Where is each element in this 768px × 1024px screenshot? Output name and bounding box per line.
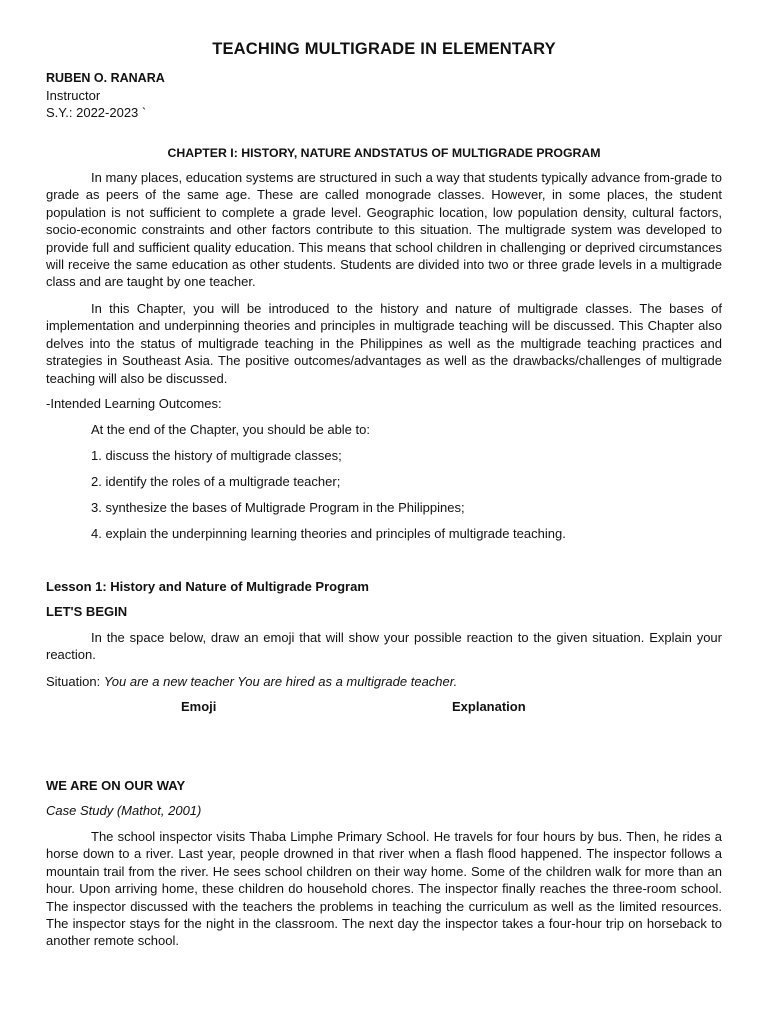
outcome-item: 3. synthesize the bases of Multigrade Program in the Philippines; bbox=[91, 500, 465, 515]
explanation-column-header: Explanation bbox=[452, 699, 526, 714]
situation-text: You are a new teacher You are hired as a multigrade teacher. bbox=[103, 674, 458, 689]
chapter-paragraph-1: In many places, education systems are structured in such a way that students typically advance from-grade to grade as peers of the same age. These are called monograde classes. However, in some places, the student population is not sufficient to complete a grade level. Geographic location, low population density, cultural factors, socio-economic constraints and other factors contribute to this situation. The multigrade system was developed to provide full and sufficient quality education. This means that school children in challenging or deprived circumstances will receive the same education as other students. Students are divided into two or three grade levels in a multigrade class and are taught by one teacher. bbox=[46, 170, 722, 290]
case-paragraph: The school inspector visits Thaba Limphe Primary School. He travels for four hours by bus. Then, he rides a horse down to a river. Last year, people drowned in that river when a flash flood happened. The inspector follows a mountain trail from the river. He sees school children on their way home. Some of the children walk for more than an hour. Upon arriving home, these children do household chores. The inspector finally reaches the three-room school. The inspector discussed with the teachers the problems in teaching the curriculum as well as the limited resources. The inspector stays for the night in the classroom. The next day the inspector takes a four-hour trip on horseback to another remote school. bbox=[46, 829, 722, 949]
lets-begin-heading: LET'S BEGIN bbox=[46, 604, 128, 619]
situation-line bbox=[46, 674, 457, 689]
chapter-paragraph-2: In this Chapter, you will be introduced to the history and nature of multigrade classes. The bases of implementation and underpinning theories and principles in multigrade teaching will be discussed. This Chapter also delves into the status of multigrade teaching in the Philippines as well as the multigrade teaching practices and strategies in Southeast Asia. The positive outcomes/advantages as well as the drawbacks/challenges of multigrade teaching will also be discussed. bbox=[46, 301, 722, 386]
case-subtitle: Case Study (Mathot, 2001) bbox=[46, 803, 202, 818]
situation-label: Situation: bbox=[46, 674, 101, 689]
author-role: Instructor bbox=[46, 88, 101, 103]
document-title: TEACHING MULTIGRADE IN ELEMENTARY bbox=[212, 40, 556, 58]
chapter-heading: CHAPTER I: HISTORY, NATURE ANDSTATUS OF MULTIGRADE PROGRAM bbox=[167, 146, 601, 160]
outcome-item: 1. discuss the history of multigrade classes; bbox=[91, 448, 342, 463]
outcome-item: 4. explain the underpinning learning theories and principles of multigrade teaching. bbox=[91, 526, 566, 541]
emoji-column-header: Emoji bbox=[181, 699, 217, 714]
outcome-item: 2. identify the roles of a multigrade teacher; bbox=[91, 474, 341, 489]
case-heading: WE ARE ON OUR WAY bbox=[46, 778, 186, 793]
outcomes-label: -Intended Learning Outcomes: bbox=[46, 396, 222, 411]
school-year: S.Y.: 2022-2023 ` bbox=[46, 105, 147, 120]
lesson-instruction: In the space below, draw an emoji that will show your possible reaction to the given situation. Explain your reaction. bbox=[46, 630, 722, 663]
author-name: RUBEN O. RANARA bbox=[46, 71, 165, 85]
outcomes-intro: At the end of the Chapter, you should be able to: bbox=[91, 422, 370, 437]
lesson-heading: Lesson 1: History and Nature of Multigrade Program bbox=[46, 579, 369, 594]
